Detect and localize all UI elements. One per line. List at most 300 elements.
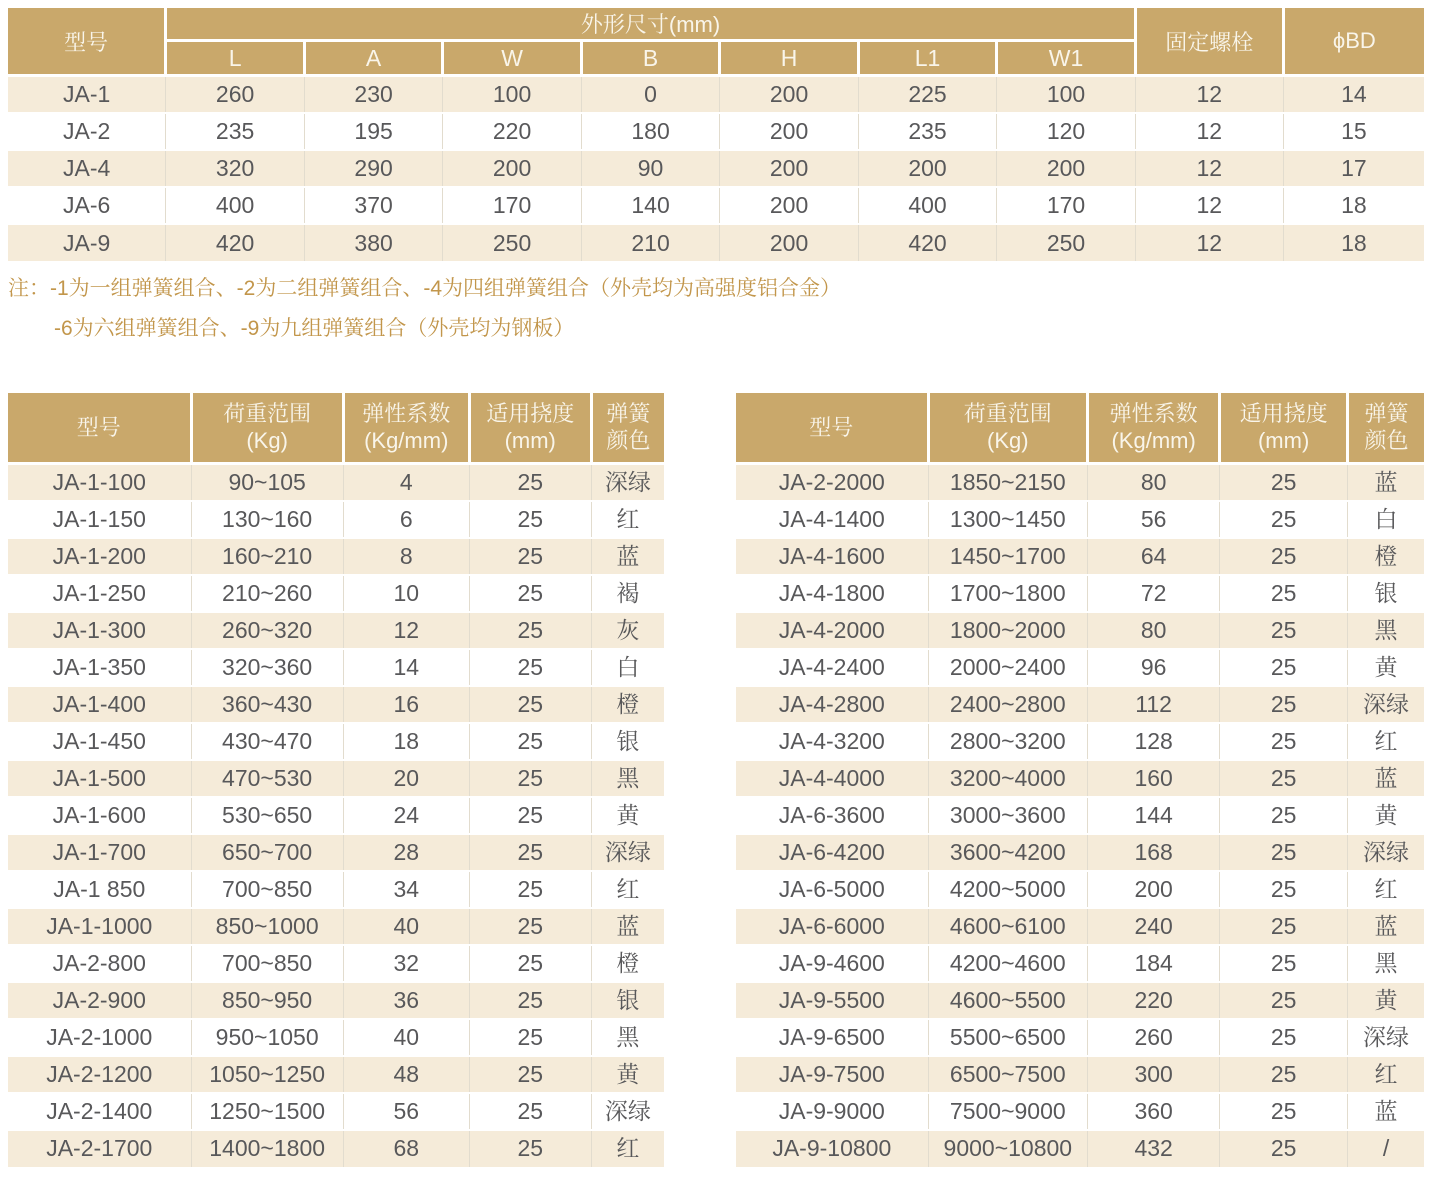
- load-range-cell: 950~1050: [191, 1019, 343, 1056]
- spring-header-stiffness: [1088, 393, 1220, 463]
- spring-table-left-body: [8, 463, 664, 1167]
- color-cell: /: [1348, 1130, 1424, 1167]
- dim-B-cell: 180: [581, 113, 719, 150]
- spring-header-stiffness: [343, 393, 469, 463]
- model-cell: JA-2: [8, 113, 166, 150]
- stiffness-cell: 18: [343, 723, 469, 760]
- dimension-row: [8, 224, 1424, 261]
- color-cell: 橙: [591, 686, 664, 723]
- spring-row: [736, 871, 1424, 908]
- load-range-cell: 1300~1450: [928, 501, 1088, 538]
- color-cell: 红: [591, 871, 664, 908]
- spring-row: [8, 612, 664, 649]
- model-cell: JA-2-800: [8, 945, 191, 982]
- load-range-cell: 700~850: [191, 945, 343, 982]
- dim-H-cell: 200: [720, 76, 858, 114]
- color-cell: 橙: [591, 945, 664, 982]
- stiffness-cell: 200: [1088, 871, 1220, 908]
- load-range-cell: 1400~1800: [191, 1130, 343, 1167]
- dim-subheader-L1: L1: [858, 41, 996, 76]
- stiffness-cell: 10: [343, 575, 469, 612]
- deflection-unit: (mm): [1257, 428, 1310, 454]
- bd-cell: 17: [1283, 150, 1424, 187]
- spring-row: [736, 982, 1424, 1019]
- spring-color-line1: 弹簧: [606, 401, 651, 427]
- model-cell: JA-1-500: [8, 760, 191, 797]
- model-cell: JA-9-4600: [736, 945, 928, 982]
- dim-W-cell: 200: [443, 150, 581, 187]
- model-cell: JA-4-3200: [736, 723, 928, 760]
- load-range-cell: 1250~1500: [191, 1093, 343, 1130]
- load-range-cell: 4200~5000: [928, 871, 1088, 908]
- spring-row: [736, 463, 1424, 501]
- model-cell: JA-4-2400: [736, 649, 928, 686]
- load-range-unit: (Kg): [246, 428, 288, 454]
- deflection-cell: 25: [1220, 834, 1348, 871]
- deflection-cell: 25: [1220, 649, 1348, 686]
- spring-color-line1: 弹簧: [1364, 401, 1409, 427]
- dim-H-cell: 200: [720, 224, 858, 261]
- color-cell: 黄: [1348, 982, 1424, 1019]
- load-range-cell: 2400~2800: [928, 686, 1088, 723]
- spring-header-load-range: [928, 393, 1088, 463]
- model-cell: JA-1-300: [8, 612, 191, 649]
- model-cell: JA-4: [8, 150, 166, 187]
- stiffness-cell: 36: [343, 982, 469, 1019]
- spring-table-right: [736, 393, 1424, 1167]
- deflection-cell: 25: [1220, 797, 1348, 834]
- spring-row: [8, 871, 664, 908]
- color-cell: 蓝: [1348, 1093, 1424, 1130]
- stiffness-cell: 40: [343, 1019, 469, 1056]
- spring-color-line2: 颜色: [1364, 428, 1409, 454]
- dim-L-cell: 400: [166, 187, 304, 224]
- dim-subheader-W1: W1: [997, 41, 1135, 76]
- deflection-cell: 25: [469, 501, 591, 538]
- deflection-cell: 25: [1220, 612, 1348, 649]
- dim-W1-cell: 200: [997, 150, 1135, 187]
- spring-row: [736, 686, 1424, 723]
- spring-row: [8, 1056, 664, 1093]
- load-range-cell: 320~360: [191, 649, 343, 686]
- color-cell: 红: [591, 1130, 664, 1167]
- load-range-cell: 260~320: [191, 612, 343, 649]
- dimensions-table-body: [8, 76, 1424, 262]
- load-range-cell: 1450~1700: [928, 538, 1088, 575]
- color-cell: 红: [1348, 871, 1424, 908]
- color-cell: 蓝: [1348, 760, 1424, 797]
- load-range-cell: 4600~5500: [928, 982, 1088, 1019]
- load-range-cell: 2800~3200: [928, 723, 1088, 760]
- dim-H-cell: 200: [720, 113, 858, 150]
- spring-row: [8, 945, 664, 982]
- load-range-cell: 4600~6100: [928, 908, 1088, 945]
- dimension-row: [8, 113, 1424, 150]
- color-cell: 深绿: [591, 834, 664, 871]
- spring-header-deflection: [469, 393, 591, 463]
- spring-header-model-label: 型号: [76, 414, 121, 440]
- dim-B-cell: 0: [581, 76, 719, 114]
- load-range-cell: 2000~2400: [928, 649, 1088, 686]
- color-cell: 红: [1348, 723, 1424, 760]
- deflection-cell: 25: [1220, 908, 1348, 945]
- load-range-cell: 1050~1250: [191, 1056, 343, 1093]
- stiffness-cell: 168: [1088, 834, 1220, 871]
- stiffness-cell: 56: [1088, 501, 1220, 538]
- model-cell: JA-9-6500: [736, 1019, 928, 1056]
- dim-subheader-H: H: [720, 41, 858, 76]
- model-cell: JA-4-1800: [736, 575, 928, 612]
- model-cell: JA-2-1000: [8, 1019, 191, 1056]
- spring-row: [736, 834, 1424, 871]
- dim-subheader-B: B: [581, 41, 719, 76]
- model-cell: JA-2-1700: [8, 1130, 191, 1167]
- stiffness-cell: 16: [343, 686, 469, 723]
- dim-header-model: 型号: [8, 8, 166, 76]
- dim-L-cell: 235: [166, 113, 304, 150]
- stiffness-cell: 8: [343, 538, 469, 575]
- load-range-cell: 470~530: [191, 760, 343, 797]
- deflection-cell: 25: [1220, 871, 1348, 908]
- dim-A-cell: 290: [304, 150, 442, 187]
- color-cell: 银: [591, 723, 664, 760]
- dim-W-cell: 170: [443, 187, 581, 224]
- deflection-cell: 25: [469, 834, 591, 871]
- load-range-cell: 7500~9000: [928, 1093, 1088, 1130]
- color-cell: 银: [1348, 575, 1424, 612]
- load-range-cell: 90~105: [191, 463, 343, 501]
- deflection-cell: 25: [1220, 538, 1348, 575]
- model-cell: JA-2-1200: [8, 1056, 191, 1093]
- color-cell: 蓝: [1348, 908, 1424, 945]
- deflection-cell: 25: [1220, 501, 1348, 538]
- model-cell: JA-9-10800: [736, 1130, 928, 1167]
- stiffness-cell: 80: [1088, 463, 1220, 501]
- dim-L-cell: 320: [166, 150, 304, 187]
- deflection-cell: 25: [1220, 1130, 1348, 1167]
- model-cell: JA-4-4000: [736, 760, 928, 797]
- model-cell: JA-2-2000: [736, 463, 928, 501]
- bd-cell: 15: [1283, 113, 1424, 150]
- spring-row: [8, 982, 664, 1019]
- deflection-title: 适用挠度: [486, 401, 575, 427]
- color-cell: 橙: [1348, 538, 1424, 575]
- spring-header-color: [591, 393, 664, 463]
- stiffness-cell: 184: [1088, 945, 1220, 982]
- stiffness-cell: 240: [1088, 908, 1220, 945]
- color-cell: 灰: [591, 612, 664, 649]
- deflection-cell: 25: [469, 649, 591, 686]
- bolt-cell: 12: [1135, 150, 1283, 187]
- load-range-cell: 9000~10800: [928, 1130, 1088, 1167]
- deflection-cell: 25: [1220, 760, 1348, 797]
- spring-header-deflection: [1220, 393, 1348, 463]
- model-cell: JA-1: [8, 76, 166, 114]
- load-range-cell: 6500~7500: [928, 1056, 1088, 1093]
- model-cell: JA-6-3600: [736, 797, 928, 834]
- deflection-cell: 25: [1220, 982, 1348, 1019]
- model-cell: JA-1-150: [8, 501, 191, 538]
- dim-L-cell: 420: [166, 224, 304, 261]
- model-cell: JA-9: [8, 224, 166, 261]
- dim-W1-cell: 100: [997, 76, 1135, 114]
- color-cell: 白: [1348, 501, 1424, 538]
- spring-row: [736, 760, 1424, 797]
- dim-B-cell: 210: [581, 224, 719, 261]
- model-cell: JA-9-7500: [736, 1056, 928, 1093]
- color-cell: 深绿: [591, 1093, 664, 1130]
- deflection-cell: 25: [469, 1019, 591, 1056]
- load-range-cell: 530~650: [191, 797, 343, 834]
- stiffness-cell: 160: [1088, 760, 1220, 797]
- spring-row: [8, 1130, 664, 1167]
- deflection-cell: 25: [469, 686, 591, 723]
- dim-B-cell: 90: [581, 150, 719, 187]
- bd-cell: 18: [1283, 224, 1424, 261]
- color-cell: 黑: [1348, 945, 1424, 982]
- spring-row: [8, 908, 664, 945]
- deflection-cell: 25: [469, 908, 591, 945]
- stiffness-cell: 4: [343, 463, 469, 501]
- deflection-cell: 25: [469, 575, 591, 612]
- load-range-cell: 4200~4600: [928, 945, 1088, 982]
- load-range-cell: 1700~1800: [928, 575, 1088, 612]
- deflection-cell: 25: [1220, 1093, 1348, 1130]
- dim-L1-cell: 235: [858, 113, 996, 150]
- notes: [8, 277, 1424, 341]
- color-cell: 银: [591, 982, 664, 1019]
- stiffness-cell: 32: [343, 945, 469, 982]
- spring-header-color: [1348, 393, 1424, 463]
- dim-A-cell: 370: [304, 187, 442, 224]
- color-cell: 深绿: [591, 463, 664, 501]
- load-range-cell: 3600~4200: [928, 834, 1088, 871]
- spring-row: [8, 463, 664, 501]
- load-range-unit: (Kg): [987, 428, 1029, 454]
- deflection-cell: 25: [1220, 723, 1348, 760]
- load-range-cell: 130~160: [191, 501, 343, 538]
- stiffness-cell: 112: [1088, 686, 1220, 723]
- deflection-cell: 25: [469, 1093, 591, 1130]
- spring-row: [8, 723, 664, 760]
- bd-cell: 18: [1283, 187, 1424, 224]
- model-cell: JA-6: [8, 187, 166, 224]
- deflection-cell: 25: [469, 760, 591, 797]
- color-cell: 红: [1348, 1056, 1424, 1093]
- spring-spec-tables: [8, 393, 1424, 1167]
- bolt-cell: 12: [1135, 224, 1283, 261]
- deflection-cell: 25: [469, 1130, 591, 1167]
- deflection-cell: 25: [469, 945, 591, 982]
- spring-row: [8, 538, 664, 575]
- color-cell: 黄: [591, 797, 664, 834]
- color-cell: 红: [591, 501, 664, 538]
- dim-B-cell: 140: [581, 187, 719, 224]
- color-cell: 黑: [1348, 612, 1424, 649]
- color-cell: 黄: [1348, 649, 1424, 686]
- color-cell: 黑: [591, 760, 664, 797]
- deflection-cell: 25: [1220, 575, 1348, 612]
- stiffness-cell: 96: [1088, 649, 1220, 686]
- model-cell: JA-1-350: [8, 649, 191, 686]
- stiffness-cell: 34: [343, 871, 469, 908]
- dim-H-cell: 200: [720, 150, 858, 187]
- deflection-cell: 25: [1220, 1019, 1348, 1056]
- model-cell: JA-6-5000: [736, 871, 928, 908]
- model-cell: JA-9-9000: [736, 1093, 928, 1130]
- load-range-cell: 700~850: [191, 871, 343, 908]
- deflection-cell: 25: [1220, 463, 1348, 501]
- stiffness-cell: 128: [1088, 723, 1220, 760]
- model-cell: JA-6-4200: [736, 834, 928, 871]
- stiffness-cell: 48: [343, 1056, 469, 1093]
- spring-row: [736, 1056, 1424, 1093]
- stiffness-unit: (Kg/mm): [364, 428, 449, 454]
- load-range-cell: 5500~6500: [928, 1019, 1088, 1056]
- model-cell: JA-1 850: [8, 871, 191, 908]
- dim-H-cell: 200: [720, 187, 858, 224]
- deflection-cell: 25: [469, 463, 591, 501]
- deflection-cell: 25: [469, 723, 591, 760]
- model-cell: JA-1-600: [8, 797, 191, 834]
- color-cell: 蓝: [591, 538, 664, 575]
- spring-row: [8, 686, 664, 723]
- deflection-cell: 25: [1220, 945, 1348, 982]
- load-range-cell: 160~210: [191, 538, 343, 575]
- dim-header-phi-bd: ϕBD: [1283, 8, 1424, 76]
- model-cell: JA-2-900: [8, 982, 191, 1019]
- dim-subheader-W: W: [443, 41, 581, 76]
- stiffness-cell: 28: [343, 834, 469, 871]
- spring-row: [8, 760, 664, 797]
- spring-row: [736, 908, 1424, 945]
- spring-row: [8, 1019, 664, 1056]
- deflection-cell: 25: [469, 1056, 591, 1093]
- deflection-cell: 25: [469, 871, 591, 908]
- spring-row: [8, 501, 664, 538]
- stiffness-cell: 72: [1088, 575, 1220, 612]
- color-cell: 黄: [591, 1056, 664, 1093]
- load-range-cell: 1800~2000: [928, 612, 1088, 649]
- dim-L1-cell: 200: [858, 150, 996, 187]
- color-cell: 黑: [591, 1019, 664, 1056]
- bolt-cell: 12: [1135, 187, 1283, 224]
- dimensions-table: [8, 8, 1424, 261]
- spring-row: [736, 501, 1424, 538]
- deflection-unit: (mm): [504, 428, 556, 454]
- load-range-cell: 430~470: [191, 723, 343, 760]
- spring-color-line2: 颜色: [606, 428, 651, 454]
- bolt-cell: 12: [1135, 76, 1283, 114]
- color-cell: 蓝: [1348, 463, 1424, 501]
- load-range-cell: 3200~4000: [928, 760, 1088, 797]
- dim-W-cell: 220: [443, 113, 581, 150]
- deflection-cell: 25: [469, 797, 591, 834]
- spring-row: [736, 649, 1424, 686]
- color-cell: 褐: [591, 575, 664, 612]
- model-cell: JA-1-400: [8, 686, 191, 723]
- deflection-title: 适用挠度: [1239, 401, 1328, 427]
- load-range-title: 荷重范围: [963, 401, 1052, 427]
- deflection-cell: 25: [469, 612, 591, 649]
- load-range-cell: 360~430: [191, 686, 343, 723]
- dimension-row: [8, 76, 1424, 114]
- spring-row: [8, 834, 664, 871]
- model-cell: JA-4-1400: [736, 501, 928, 538]
- spring-row: [736, 575, 1424, 612]
- stiffness-cell: 56: [343, 1093, 469, 1130]
- model-cell: JA-4-2000: [736, 612, 928, 649]
- load-range-cell: 650~700: [191, 834, 343, 871]
- dim-W1-cell: 250: [997, 224, 1135, 261]
- stiffness-cell: 68: [343, 1130, 469, 1167]
- note-line-2: -6为六组弹簧组合、-9为九组弹簧组合（外壳均为钢板）: [54, 317, 575, 340]
- deflection-cell: 25: [469, 538, 591, 575]
- dim-header-fixing-bolt: 固定螺栓: [1135, 8, 1283, 76]
- color-cell: 蓝: [591, 908, 664, 945]
- bolt-cell: 12: [1135, 113, 1283, 150]
- dim-header-outline-dimensions: 外形尺寸(mm): [166, 8, 1135, 41]
- color-cell: 深绿: [1348, 686, 1424, 723]
- dimension-row: [8, 150, 1424, 187]
- spring-header-load-range: [191, 393, 343, 463]
- dim-A-cell: 230: [304, 76, 442, 114]
- spring-header-model-label: 型号: [809, 414, 854, 440]
- deflection-cell: 25: [469, 982, 591, 1019]
- spring-row: [736, 1093, 1424, 1130]
- stiffness-cell: 6: [343, 501, 469, 538]
- color-cell: 深绿: [1348, 1019, 1424, 1056]
- model-cell: JA-1-200: [8, 538, 191, 575]
- deflection-cell: 25: [1220, 1056, 1348, 1093]
- load-range-title: 荷重范围: [223, 401, 312, 427]
- model-cell: JA-4-2800: [736, 686, 928, 723]
- load-range-cell: 850~1000: [191, 908, 343, 945]
- spring-row: [8, 575, 664, 612]
- spring-header-model: [8, 393, 191, 463]
- spring-row: [8, 797, 664, 834]
- load-range-cell: 210~260: [191, 575, 343, 612]
- stiffness-cell: 220: [1088, 982, 1220, 1019]
- stiffness-cell: 80: [1088, 612, 1220, 649]
- spring-table-right-body: [736, 463, 1424, 1167]
- dimension-row: [8, 187, 1424, 224]
- stiffness-cell: 14: [343, 649, 469, 686]
- model-cell: JA-1-100: [8, 463, 191, 501]
- dim-L1-cell: 420: [858, 224, 996, 261]
- stiffness-unit: (Kg/mm): [1111, 428, 1196, 454]
- load-range-cell: 850~950: [191, 982, 343, 1019]
- color-cell: 黄: [1348, 797, 1424, 834]
- spring-row: [736, 538, 1424, 575]
- model-cell: JA-4-1600: [736, 538, 928, 575]
- spring-row: [736, 612, 1424, 649]
- dim-L-cell: 260: [166, 76, 304, 114]
- spring-row: [736, 723, 1424, 760]
- stiffness-cell: 260: [1088, 1019, 1220, 1056]
- stiffness-title: 弹性系数: [362, 401, 451, 427]
- color-cell: 深绿: [1348, 834, 1424, 871]
- load-range-cell: 3000~3600: [928, 797, 1088, 834]
- dim-A-cell: 380: [304, 224, 442, 261]
- dim-W-cell: 250: [443, 224, 581, 261]
- model-cell: JA-6-6000: [736, 908, 928, 945]
- dim-A-cell: 195: [304, 113, 442, 150]
- load-range-cell: 1850~2150: [928, 463, 1088, 501]
- spring-row: [8, 649, 664, 686]
- dim-W-cell: 100: [443, 76, 581, 114]
- spring-table-left: [8, 393, 664, 1167]
